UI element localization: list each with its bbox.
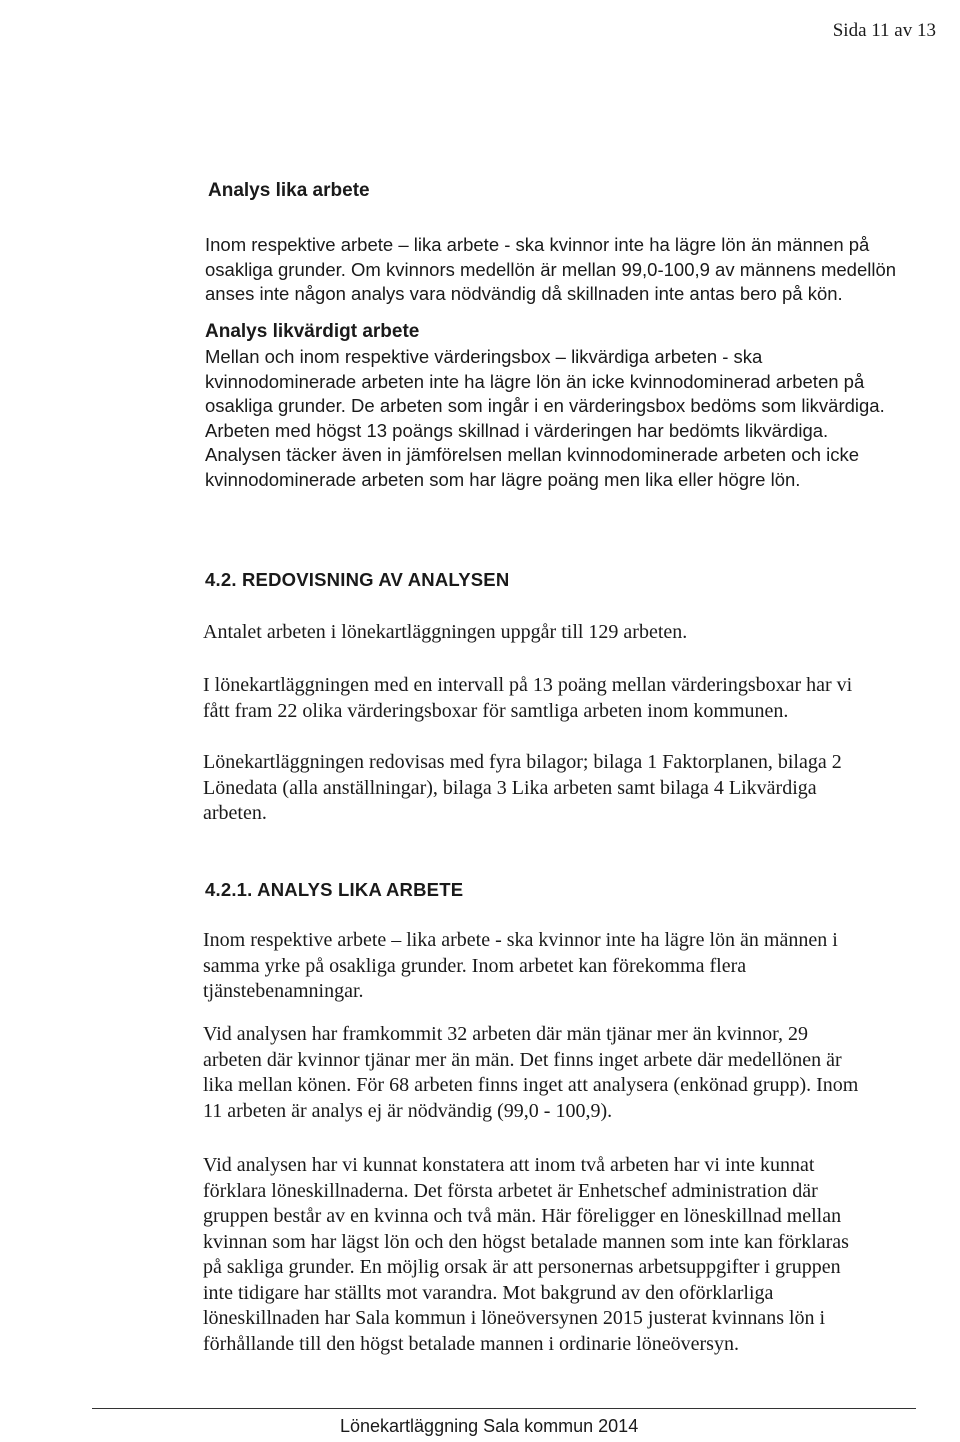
paragraph-line: lika mellan könen. För 68 arbeten finns inget att analysera (enkönad grupp). Inom (203, 1074, 859, 1096)
footer-text: Lönekartläggning Sala kommun 2014 (340, 1416, 639, 1436)
paragraph-line: 11 arbeten är analys ej är nödvändig (99,0 - 100,9). (203, 1099, 613, 1122)
page-number: Sida 11 av 13 (832, 20, 936, 41)
section-4-2-1-paragraph-3 (203, 1153, 938, 1357)
paragraph-line: osakliga grunder. Om kvinnors medellön är mellan 99,0-100,9 av männens medellön (205, 258, 897, 280)
paragraph-line: kvinnodominerade arbeten som har lägre poäng men lika eller högre lön. (205, 468, 801, 490)
paragraph-line: förklara löneskillnaderna. Det första arbetet är Enhetschef administration där (203, 1179, 818, 1202)
paragraph-line: kvinnodominerade arbeten inte ha lägre lön än icke kvinnodominerad arbeten på (205, 370, 865, 392)
paragraph-line: gruppen består av en kvinna och två män. Här föreligger en löneskillnad mellan (203, 1205, 842, 1227)
paragraph-line: fått fram 22 olika värderingsboxar för samtliga arbeten inom kommunen. (203, 699, 789, 722)
paragraph-line: I lönekartläggningen med en intervall på 13 poäng mellan värderingsboxar har vi (203, 674, 853, 696)
paragraph-line: kvinnan som har lägst lön och den högst betalade mannen som inte kan förklaras (203, 1230, 849, 1253)
paragraph-line: Analysen täcker även in jämförelsen mellan kvinnodominerade arbeten och icke (205, 444, 860, 465)
section-4-2-1-paragraph-1 (203, 928, 938, 1005)
paragraph-line: på sakliga grunder. En möjlig orsak är att personernas arbetsuppgifter i gruppen (203, 1256, 841, 1278)
analys-likvardigt-arbete-paragraph (205, 345, 935, 492)
footer-divider (92, 1408, 916, 1409)
section-4-2-1-heading: 4.2.1. ANALYS LIKA ARBETE (205, 879, 464, 900)
paragraph-line: Antalet arbeten i lönekartläggningen uppgår till 129 arbeten. (203, 621, 688, 643)
paragraph-line: Arbeten med högst 13 poängs skillnad i värderingen har bedömts likvärdiga. (205, 419, 829, 441)
paragraph-line: samma yrke på osakliga grunder. Inom arbetet kan förekomma flera (203, 954, 747, 977)
paragraph-line: osakliga grunder. De arbeten som ingår i en värderingsbox bedöms som likvärdiga. (205, 395, 885, 416)
paragraph-line: Inom respektive arbete – lika arbete - ska kvinnor inte ha lägre lön än männen på (205, 234, 870, 255)
paragraph-line: arbeten. (203, 802, 267, 824)
analys-lika-arbete-heading: Analys lika arbete (208, 180, 370, 201)
paragraph-line: Vid analysen har vi kunnat konstatera att inom två arbeten har vi inte kunnat (203, 1154, 815, 1176)
section-4-2-heading: 4.2. REDOVISNING AV ANALYSEN (205, 569, 510, 590)
paragraph-line: inte tidigare har ställts mot varandra. Mot bakgrund av den oförklarliga (203, 1281, 774, 1304)
section-4-2-1-paragraph-2 (203, 1022, 938, 1124)
paragraph-line: Mellan och inom respektive värderingsbox – likvärdiga arbeten - ska (205, 346, 763, 367)
paragraph-line: Lönekartläggningen redovisas med fyra bilagor; bilaga 1 Faktorplanen, bilaga 2 (203, 751, 842, 773)
paragraph-line: Lönedata (alla anställningar), bilaga 3 Lika arbeten samt bilaga 4 Likvärdiga (203, 776, 817, 799)
section-4-2-paragraph-1 (203, 620, 938, 646)
section-4-2-paragraph-2 (203, 673, 938, 724)
paragraph-line: löneskillnaden har Sala kommun i löneöversynen 2015 justerat kvinnans lön i (203, 1307, 826, 1329)
paragraph-line: tjänstebenamningar. (203, 980, 364, 1002)
section-4-2-paragraph-3 (203, 750, 938, 827)
paragraph-line: Inom respektive arbete – lika arbete - ska kvinnor inte ha lägre lön än männen i (203, 929, 838, 951)
paragraph-line: förhållande till den högst betalade mannen i ordinarie löneöversyn. (203, 1332, 739, 1355)
paragraph-line: arbeten där kvinnor tjänar mer än män. Det finns inget arbete där medellönen är (203, 1048, 842, 1071)
analys-likvardigt-arbete-heading: Analys likvärdigt arbete (205, 321, 420, 342)
paragraph-line: Vid analysen har framkommit 32 arbeten där män tjänar mer än kvinnor, 29 (203, 1023, 809, 1045)
paragraph-line: anses inte någon analys vara nödvändig då skillnaden inte antas bero på kön. (205, 283, 843, 304)
analys-lika-arbete-paragraph (205, 233, 935, 307)
